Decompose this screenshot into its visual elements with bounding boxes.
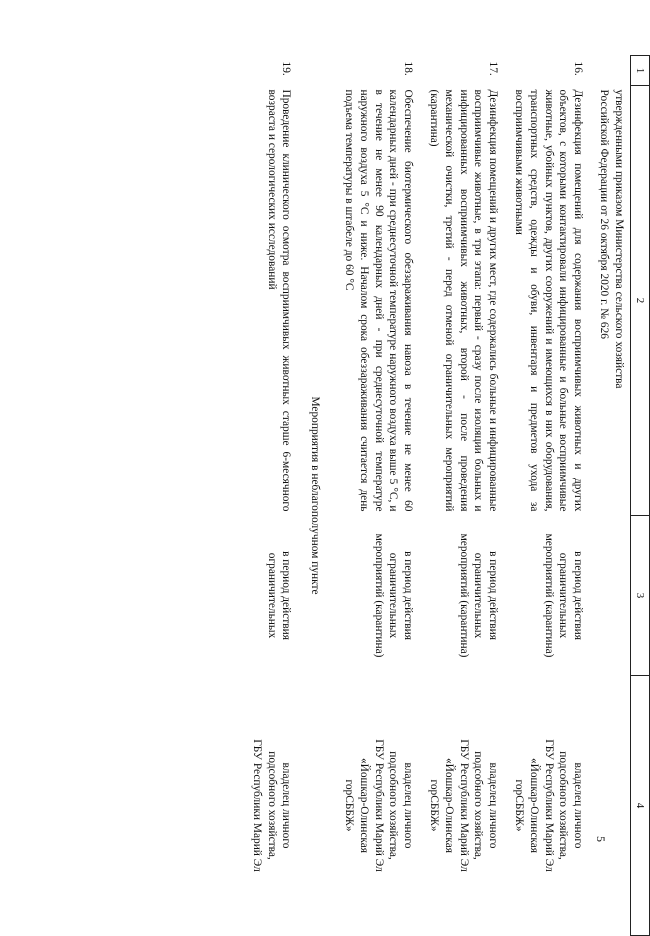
rotated-table-container [90,55,650,935]
measure-period [502,516,587,676]
table-header-row [631,56,650,936]
row-number: 19. [280,61,293,76]
table-row [240,56,296,936]
responsible-line: владелец личного [571,762,584,849]
responsible-line: владелец личного [280,762,293,849]
column-header-2: 2 [631,86,650,516]
period-line: в период действия [486,551,499,640]
measure-period [417,516,502,676]
measure-description: Дезинфекция помещений и других мест, где содержались больные и инфицированные восприимчивые животные, в три этапа: первый - сразу после изоляции больных и инфицированных восприимчивых животных, второй - после проведения механической очистки, третий - перед отменой ограничительных мероприятий (карантина) [428,89,499,512]
continuation-line: Российской Федерации от 26 октября 2020 г. № 626 [598,89,611,339]
period-line: в период действия [280,551,293,640]
responsible-line: владелец личного [486,762,499,849]
responsible-line: горСББЖ» [343,779,356,832]
responsible-line: «Йошкар-Олинская [358,757,371,854]
row-number: 18. [401,61,414,76]
responsible-line: «Йошкар-Олинская [443,757,456,854]
table-row [417,56,502,936]
column-header-3: 3 [631,516,650,676]
measure-description: Проведение клинического осмотра восприимчивых животных старше 6-месячного возраста и серологических исследований [265,89,293,512]
period-line: мероприятий (карантина) [542,533,555,658]
column-header-1: 1 [631,56,650,86]
table-row [332,56,417,936]
responsible-line: ГБУ Республики Марий Эл [457,739,470,872]
measure-description: Обеспечение биотермического обеззараживания навоза в течение не менее 60 календарных дней - при среднесуточной температуре наружного воздуха выше 5 °С, и в течение не менее 90 календарных дней - при среднесуточной температуре наружного воздуха 5 °С и ниже. Началом срока обеззараживания считается день подъема температуры в штабеле до 60 °С [343,89,414,512]
measure-responsible [502,676,587,936]
period-line: в период действия [401,551,414,640]
section-row [295,56,332,936]
measure-description: Дезинфекция помещений для содержания восприимчивых животных и других объектов, с которыми контактировали инфицированные и больные восприимчивые животные, убойных пунктов, других сооружений и имеющихся в них оборудования, транспортных средств, одежды и обуви, инвентаря и предметов ухода за восприимчивыми животными [513,89,584,512]
row-number: 16. [571,61,584,76]
period-line: мероприятий (карантина) [372,533,385,658]
table-row [502,56,587,936]
period-line: в период действия [571,551,584,640]
continuation-text [587,86,631,516]
measures-table [240,55,650,936]
responsible-line: подсобного хозяйства, [557,751,570,860]
responsible-line: «Йошкар-Олинская [528,757,541,854]
continuation-line: утвержденными приказом Министерства сельского хозяйства [613,89,625,389]
continuation-row [587,56,631,936]
period-line: ограничительных [472,552,485,639]
responsible-line: владелец личного [401,762,414,849]
measure-responsible [332,676,417,936]
responsible-line: подсобного хозяйства, [387,751,400,860]
row-number: 17. [486,61,499,76]
measure-responsible [240,676,296,936]
responsible-line: горСББЖ» [428,779,441,832]
responsible-line: горСББЖ» [513,779,526,832]
responsible-line: подсобного хозяйства, [472,751,485,860]
table-body [240,56,631,936]
responsible-line: подсобного хозяйства, [265,751,278,860]
measure-period [240,516,296,676]
period-line: ограничительных [265,552,278,639]
period-line: ограничительных [387,552,400,639]
period-line: ограничительных [557,552,570,639]
period-line: мероприятий (карантина) [457,533,470,658]
measure-period [332,516,417,676]
column-header-4: 4 [631,676,650,936]
page-number: 5 [594,836,608,842]
section-title: Мероприятия в неблагополучном пункте [308,396,321,595]
responsible-line: ГБУ Республики Марий Эл [542,739,555,872]
responsible-line: ГБУ Республики Марий Эл [251,739,264,872]
measure-responsible [417,676,502,936]
responsible-line: ГБУ Республики Марий Эл [372,739,385,872]
